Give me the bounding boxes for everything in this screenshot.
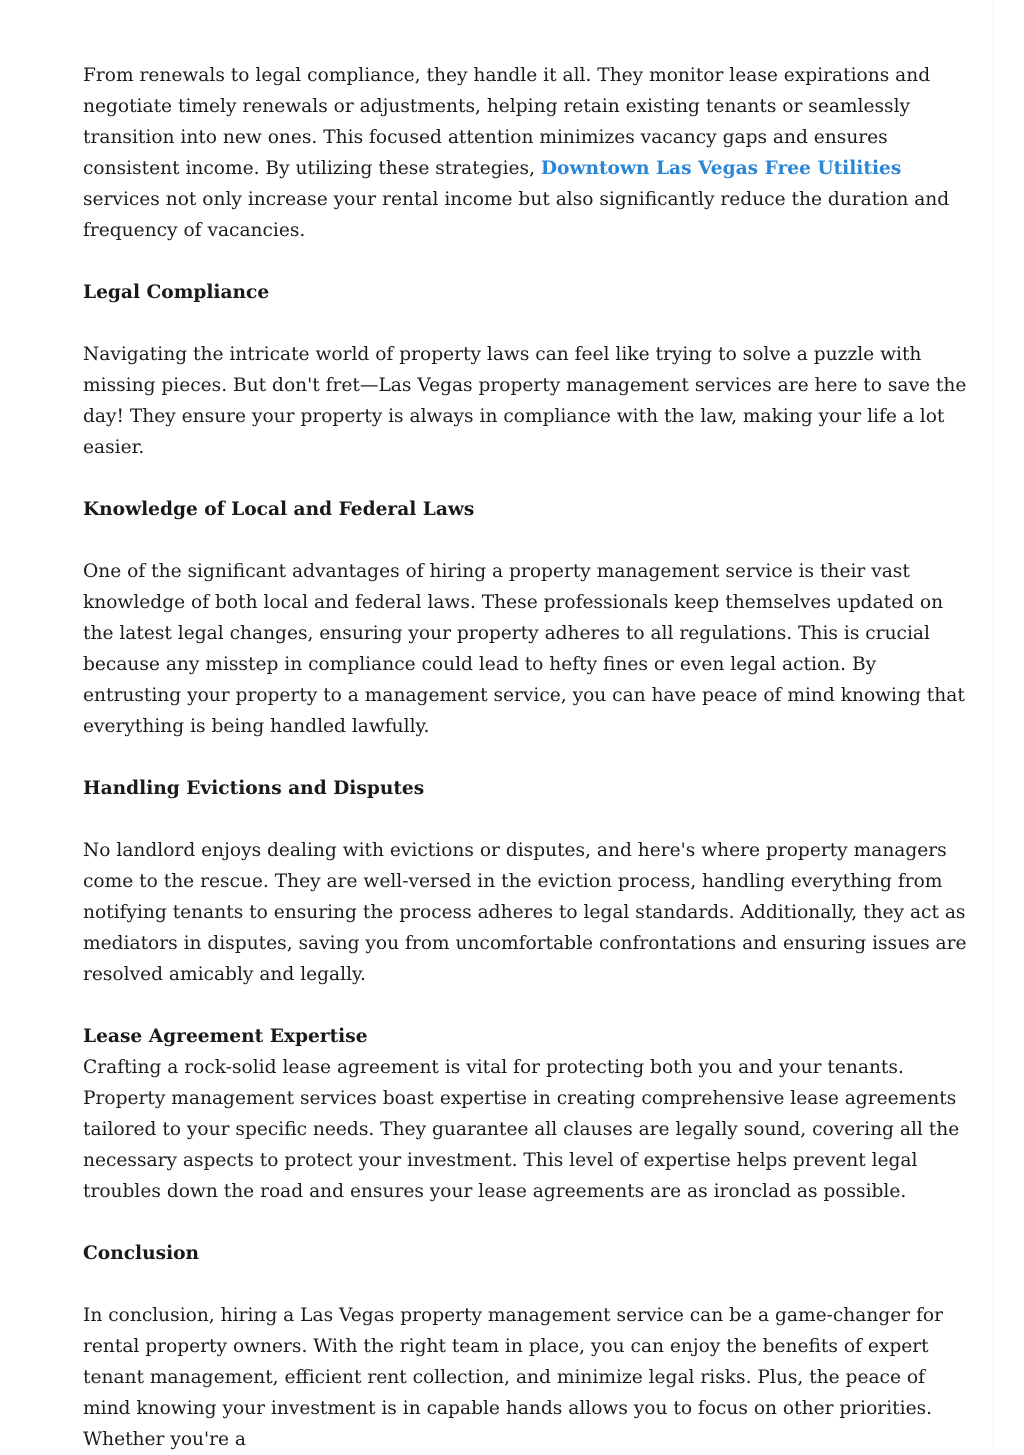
paragraph-lease-agreement: Crafting a rock-solid lease agreement is vital for protecting both you and your tenants. Property management services boast expertise in creating comprehensive lease agreements tailored to your specific needs. They guarantee all clauses are legally sound, covering all the necessary aspects to protect your investment. This level of expertise helps prevent legal troubles down the road and ensures your lease agreements are as ironclad as possible. [83,1057,960,1202]
paragraph-legal-compliance: Navigating the intricate world of property laws can feel like trying to solve a puzzle with missing pieces. But don't fret—Las Vegas property management services are here to save the day! They ensure your property is always in compliance with the law, making your life a lot easier. [83,344,967,458]
heading-evictions-disputes: Handling Evictions and Disputes [83,778,425,799]
page-edge-divider [993,0,994,1449]
intro-text-before-link: From renewals to legal compliance, they handle it all. They monitor lease expirations and negotiate timely renewals or adjustments, helping retain existing tenants or seamlessly transition into new ones. This focused attention minimizes vacancy gaps and ensures consistent income. By utilizing these strategies, [83,65,931,179]
heading-conclusion: Conclusion [83,1243,200,1264]
intro-paragraph [83,60,968,246]
paragraph-conclusion: In conclusion, hiring a Las Vegas property management service can be a game-changer for rental property owners. With the right team in place, you can enjoy the benefits of expert tenant management, efficient rent collection, and minimize legal risks. Plus, the peace of mind knowing your investment is in capable hands allows you to focus on other priorities. Whether you're a [83,1305,943,1450]
paragraph-local-federal-laws: One of the significant advantages of hiring a property management service is their vast knowledge of both local and federal laws. These professionals keep themselves updated on the latest legal changes, ensuring your property adheres to all regulations. This is crucial because any misstep in compliance could lead to hefty fines or even legal action. By entrusting your property to a management service, you can have peace of mind knowing that everything is being handled lawfully. [83,561,965,737]
heading-local-federal-laws: Knowledge of Local and Federal Laws [83,499,475,520]
heading-lease-agreement: Lease Agreement Expertise [83,1026,368,1047]
downtown-las-vegas-free-utilities-link[interactable]: Downtown Las Vegas Free Utilities [540,158,902,179]
paragraph-evictions-disputes: No landlord enjoys dealing with evictions or disputes, and here's where property managers come to the rescue. They are well-versed in the eviction process, handling everything from notifying tenants to ensuring the process adheres to legal standards. Additionally, they act as mediators in disputes, saving you from uncomfortable confrontations and ensuring issues are resolved amicably and legally. [83,840,967,985]
intro-text-after-link: services not only increase your rental income but also significantly reduce the duration and frequency of vacancies. [83,189,950,241]
heading-legal-compliance: Legal Compliance [83,282,270,303]
